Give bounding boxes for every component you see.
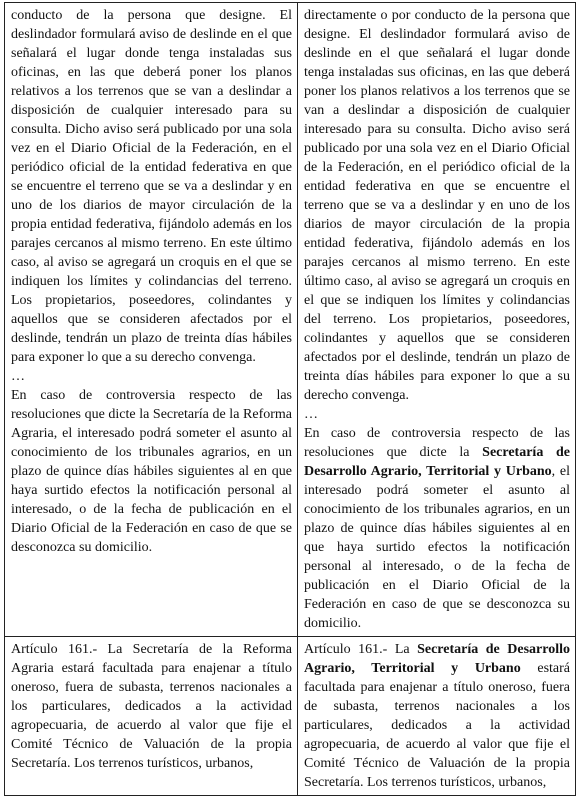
text-run: En caso de controversia respecto de las resoluciones que dicte la	[304, 426, 570, 460]
text-run: , el interesado podrá someter el asunto al conocimiento de los tribunales agrarios, en un plazo de quince días hábiles siguientes al en que haya surtido efectos la notificación personal al interesado, o de la fecha de publicación en el Diario Oficial de la Federación en caso de que se desconozca su domicilio.	[304, 464, 571, 631]
text-run: Artículo 161.- La	[304, 642, 418, 657]
paragraph	[304, 424, 570, 633]
paragraph: directamente o por conducto de la persona que designe. El deslindador formulará aviso de deslinde en el que señalará el lugar donde tenga instaladas sus oficinas, en las que deberá poner los planos relativos a los terrenos que se van a deslindar a disposición de cualquier interesado para su consulta. Dicho aviso será publicado por una sola vez en el Diario Oficial de la Federación, en el periódico oficial de la entidad federativa en que se encuentre el terreno que se va a deslindar y en uno de los diarios de mayor circulación de la propia entidad federativa, fijándolo además en los parajes cercanos al mismo terreno. En este último caso, al aviso se agregará un croquis en el que se indiquen los límites y colindancias del terreno. Los propietarios, poseedores, colindantes y aquellos que se consideren afectados por el deslinde, tendrán un plazo de treinta días hábiles para exponer lo que a su derecho convenga.	[304, 8, 570, 403]
left-column-cell	[5, 637, 298, 796]
bold-text: Secretaría de Desarrollo Agrario, Territorial y Urbano	[304, 642, 570, 676]
ellipsis: …	[304, 407, 318, 422]
bold-text: Secretaría de Desarrollo Agrario, Territorial y Urbano	[304, 445, 570, 479]
ellipsis: …	[11, 369, 25, 384]
left-column-cell	[5, 3, 298, 637]
paragraph: Artículo 161.- La Secretaría de la Reforma Agraria estará facultada para enajenar a título oneroso, fuera de subasta, terrenos nacionales a los particulares, dedicados a la actividad agropecuaria, de acuerdo al valor que fije el Comité Técnico de Valuación de la propia Secretaría. Los terrenos turísticos, urbanos,	[11, 642, 292, 771]
comparison-table	[4, 2, 576, 796]
paragraph	[304, 640, 570, 792]
table-row	[5, 3, 576, 637]
right-column-cell	[298, 637, 576, 796]
paragraph: conducto de la persona que designe. El deslindador formulará aviso de deslinde en el que señalará el lugar donde tenga instaladas sus oficinas, en las que deberá poner los planos relativos a los terrenos que se van a deslindar a disposición de cualquier interesado para su consulta. Dicho aviso será publicado por una sola vez en el Diario Oficial de la Federación, en el periódico oficial de la entidad federativa en que se encuentre el terreno que se va a deslindar y en uno de los diarios de mayor circulación de la propia entidad federativa, fijándolo además en los parajes cercanos al mismo terreno. En este último caso, al aviso se agregará un croquis en el que se indiquen los límites y colindancias del terreno. Los propietarios, poseedores, colindantes y aquellos que se consideren afectados por el deslinde, tendrán un plazo de treinta días hábiles para exponer lo que a su derecho convenga.	[11, 8, 292, 365]
paragraph: En caso de controversia respecto de las resoluciones que dicte la Secretaría de la Reforma Agraria, el interesado podrá someter el asunto al conocimiento de los tribunales agrarios, en un plazo de quince días hábiles siguientes al en que haya surtido efectos la notificación personal al interesado, o de la fecha de publicación en el Diario Oficial de la Federación en caso de que se desconozca su domicilio.	[11, 388, 292, 555]
text-run: estará facultada para enajenar a título oneroso, fuera de subasta, terrenos nacionales a los particulares, dedicados a la actividad agropecuaria, de acuerdo al valor que fije el Comité Técnico de Valuación de la propia Secretaría. Los terrenos turísticos, urbanos,	[304, 661, 570, 790]
table-row	[5, 637, 576, 796]
right-column-cell	[298, 3, 576, 637]
